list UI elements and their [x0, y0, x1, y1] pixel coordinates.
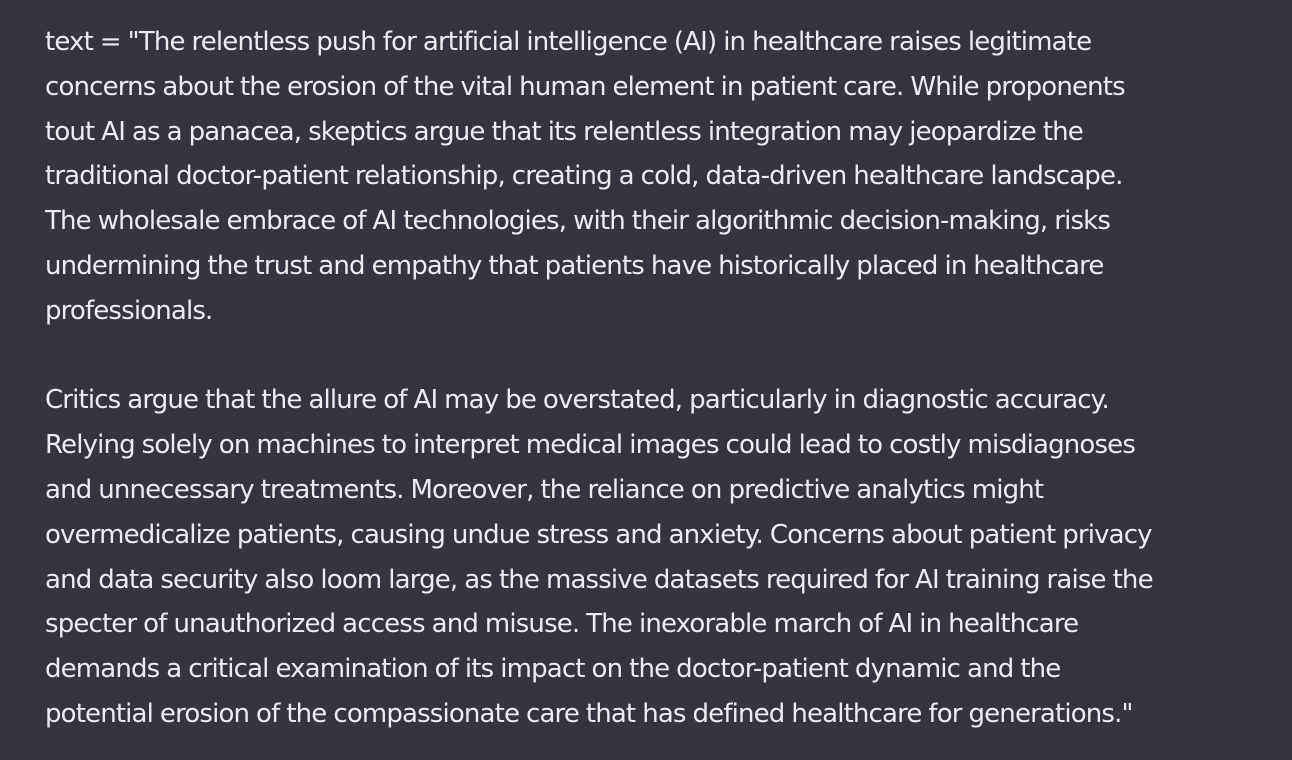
text-line: concerns about the erosion of the vital human element in patient care. While proponents	[45, 71, 1125, 102]
paragraph-1	[45, 20, 1275, 334]
chat-message-text	[45, 20, 1275, 737]
text-line: text = "The relentless push for artificial intelligence (AI) in healthcare raises legitimate	[45, 27, 1092, 57]
text-line: traditional doctor-patient relationship, creating a cold, data-driven healthcare landscape.	[45, 161, 1123, 192]
paragraph-2	[45, 378, 1275, 736]
text-line: professionals.	[45, 295, 213, 326]
text-line: Relying solely on machines to interpret medical images could lead to costly misdiagnoses	[45, 430, 1136, 461]
text-line: and data security also loom large, as the massive datasets required for AI training raise the	[45, 564, 1153, 595]
text-line: specter of unauthorized access and misuse. The inexorable march of AI in healthcare	[45, 609, 1079, 640]
text-line: undermining the trust and empathy that patients have historically placed in healthcare	[45, 250, 1104, 281]
text-line: tout AI as a panacea, skeptics argue that its relentless integration may jeopardize the	[45, 116, 1083, 147]
text-line: demands a critical examination of its impact on the doctor-patient dynamic and the	[45, 654, 1061, 685]
text-line: Critics argue that the allure of AI may be overstated, particularly in diagnostic accuracy.	[45, 385, 1109, 416]
text-line: potential erosion of the compassionate care that has defined healthcare for generations."	[45, 698, 1133, 729]
text-line: and unnecessary treatments. Moreover, the reliance on predictive analytics might	[45, 474, 1044, 505]
text-line: The wholesale embrace of AI technologies, with their algorithmic decision-making, risks	[45, 206, 1111, 237]
text-line: overmedicalize patients, causing undue stress and anxiety. Concerns about patient privacy	[45, 519, 1152, 550]
